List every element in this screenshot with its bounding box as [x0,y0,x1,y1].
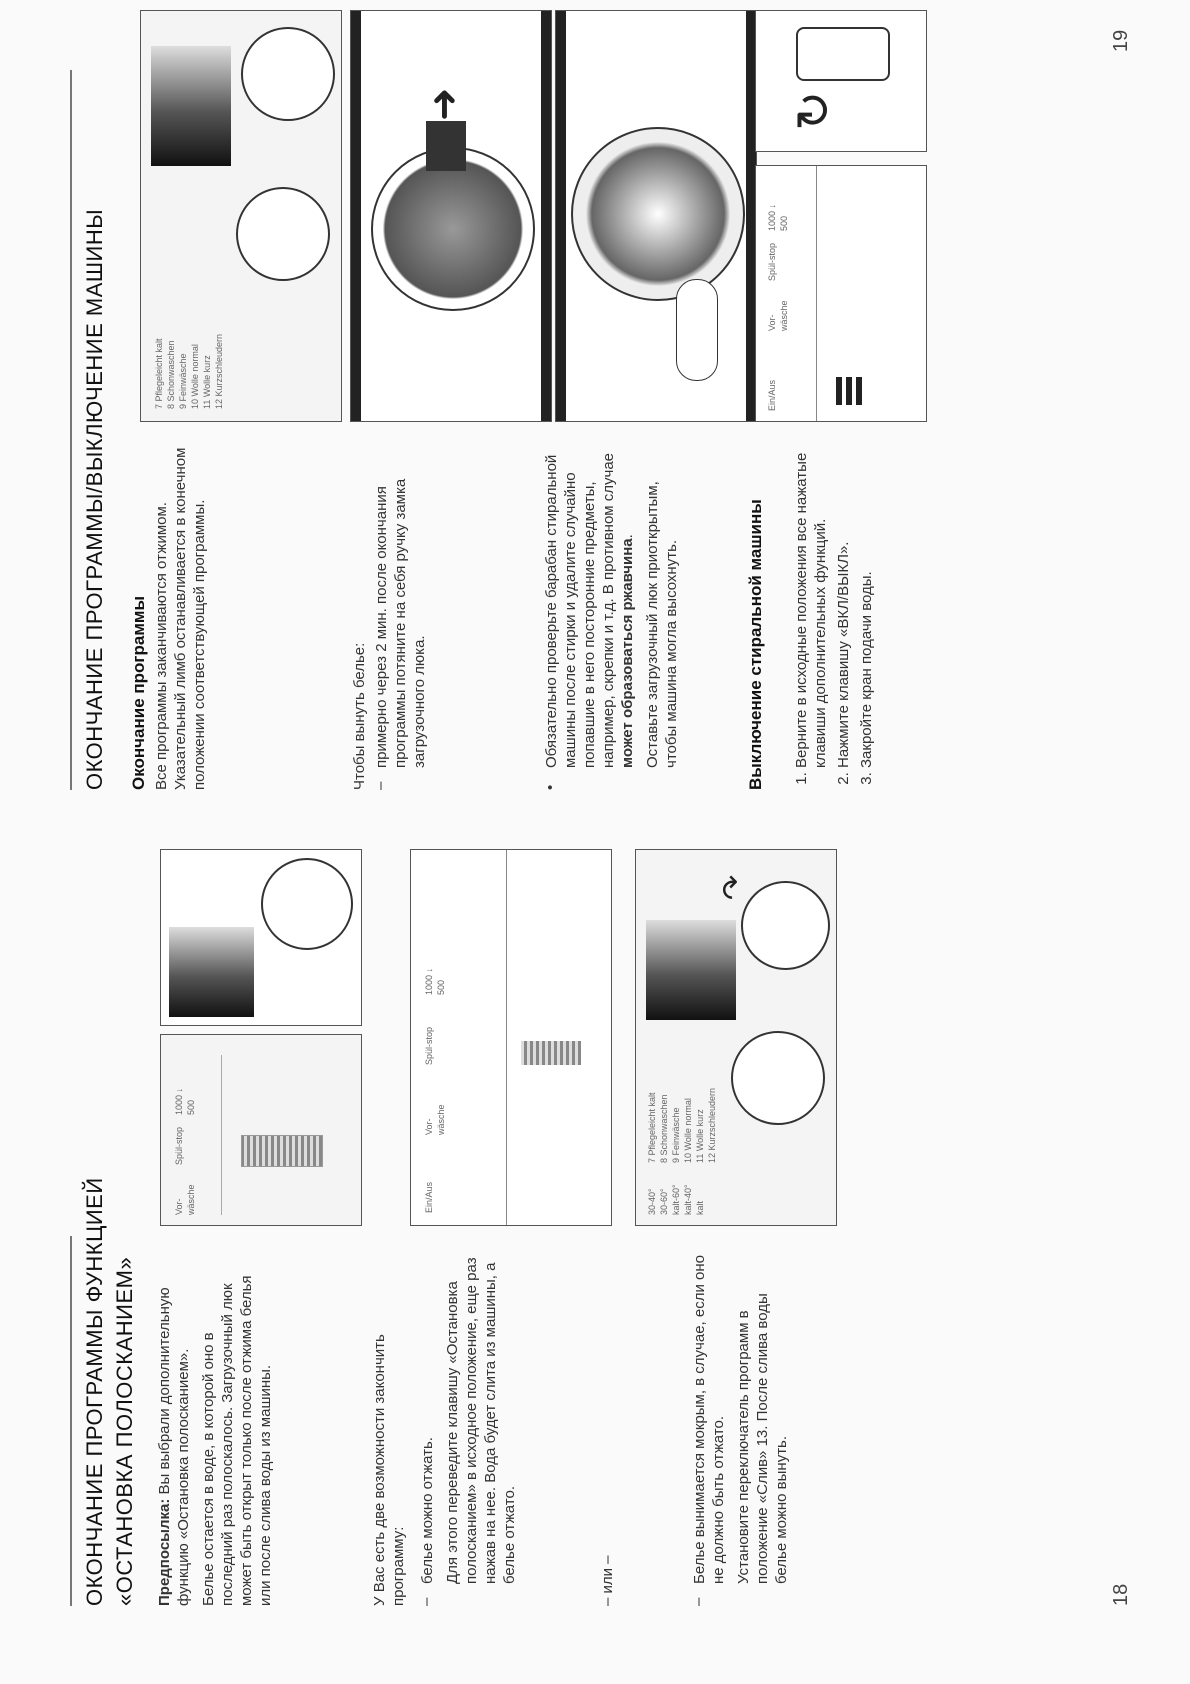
program-dial [731,1031,825,1125]
bullet-mark: • [542,784,559,790]
right-page-title: ОКОНЧАНИЕ ПРОГРАММЫ/ВЫКЛЮЧЕНИЕ МАШИНЫ [82,208,107,790]
title-line-2: «ОСТАНОВКА ПОЛОСКАНИЕМ» [112,1256,137,1606]
switchoff-keys-figure [755,165,927,422]
dial-item: 9 Feinwäsche [671,1107,681,1163]
option-2-text: Установите переключатель программ в положение «Слив» 13. После слива воды белье можно вынуть. [735,1293,790,1584]
option-1 [418,1254,525,1584]
takeout-intro: Чтобы вынуть белье: [351,642,368,790]
dial-item: 7 Pflegeleicht kalt [647,1092,657,1163]
program-dial [236,187,330,281]
fig-label-spulstop: Spül-stop [424,1026,434,1065]
fig-label-einaus: Ein/Aus [767,379,777,411]
paragraph-2: У Вас есть две возможности закончить программу: [371,1334,407,1606]
rotate-arrow-icon: ↷ [717,874,750,900]
dial-closeup [741,881,830,970]
onoff-key [836,377,842,405]
fig-label-vorwasche: Vor-wäsche [424,1104,446,1135]
section-title-end: Окончание программы [129,595,148,790]
or-separator: – или – [599,1555,616,1606]
pressed-key [241,1135,323,1167]
takeout-item: примерно через 2 мин. после окончания программы потяните на себя ручку замка загрузочного люка. [373,478,428,768]
check-drum-text [542,438,687,768]
precondition-label: Предпосылка: [156,1498,173,1606]
option-2 [690,1254,797,1584]
temp-label: kalt-40° [683,1184,693,1215]
dial-closeup [261,858,353,950]
dash-bullet: – [690,1597,707,1606]
dial-item: 11 Wolle kurz [695,1109,705,1163]
fig-label-vorwasche: Vor-wäsche [174,1184,196,1215]
dial-item: 12 Kurzschleudern [707,1087,717,1163]
check-text-part2: . [619,534,636,539]
title-rule [70,1236,72,1606]
fig-label-einaus: Ein/Aus [424,1181,434,1213]
dial-item: 10 Wolle normal [190,344,200,409]
dial-item: 9 Feinwäsche [178,353,188,409]
door-lock-figure [350,10,552,422]
door-handle [426,121,466,171]
rust-warning: может образоваться ржавчина [619,538,636,768]
temp-label: kalt-60° [671,1184,681,1215]
step-3: 3. Закройте кран подачи воды. [857,440,876,768]
precondition-block [155,1256,281,1606]
dial-item: 8 Schonwaschen [166,340,176,409]
section-title-switchoff: Выключение стиральной машины [746,499,765,790]
section-end-text: Все программы заканчиваются отжимом. Указательный лимб останавливается в конечном положении соответствующей программы. [153,447,208,790]
keys-figure-2 [410,849,612,1226]
dial-photo-1 [160,849,362,1026]
option-2-title: Белье вынимается мокрым, в случае, если оно не должно быть отжато. [691,1255,727,1584]
dash-bullet: – [418,1597,435,1606]
dial-item: 7 Pflegeleicht kalt [154,338,164,409]
step-1: 1. Верните в исходные положения все нажатые клавиши дополнительных функций. [792,440,830,768]
leave-open-text: Оставьте загрузочный люк приоткрытым, чтобы машина могла высохнуть. [644,481,680,768]
dial-item: 8 Schonwaschen [659,1094,669,1163]
dial-item: 12 Kurzschleudern [214,333,224,409]
fig-label-speed: 1000 ↓ 500 [767,203,789,231]
dial-item: 11 Wolle kurz [202,355,212,409]
temp-label: kalt [695,1200,705,1215]
page-number-left: 18 [1110,1583,1132,1606]
fig-label-speed: 1000 ↓ 500 [174,1087,196,1115]
left-page [0,842,1190,1684]
fig-label-spulstop: Spül-stop [767,242,777,281]
option-1-text: Для этого переведите клавишу «Остановка полосканием» в исходное положение, еще раз нажав на нее. Вода будет слита из машины, а белье отжато. [444,1257,518,1584]
precondition-text: Вы выбрали дополнительную функцию «Остановка полосканием». [156,1287,192,1606]
photo-shade [169,927,254,1017]
dash-bullet: – [372,781,389,790]
page-number-right: 19 [1110,29,1132,52]
water-tap-figure [755,10,927,152]
pull-arrow-icon: ➜ [422,87,466,121]
step-2: 2. Нажмите клавишу «ВКЛ/ВЫКЛ». [834,440,853,768]
left-page-title [80,1177,140,1606]
photo-shade [646,920,736,1020]
fig-label-vorwasche: Vor-wäsche [767,300,789,331]
fig-label-speed: 1000 ↓ 500 [424,967,446,995]
drum-check-figure [555,10,757,422]
dial-item: 10 Wolle normal [683,1098,693,1163]
title-line-1: ОКОНЧАНИЕ ПРОГРАММЫ ФУНКЦИЕЙ [82,1177,107,1606]
option-1-title: белье можно отжать. [419,1437,436,1584]
paragraph-1: Белье остается в воде, в которой оно в последний раз полоскалось. Загрузочный люк может быть открыт только после отжима белья или после слива воды из машины. [200,1275,274,1606]
photo-shade [151,46,231,166]
title-rule [70,70,72,790]
dial-closeup [241,27,335,121]
open-drum [571,127,745,301]
check-text-part1: Обязательно проверьте барабан стиральной машины после стирки и удалите случайно попавшие в него посторонние предметы, например, скрепки и т.д. В противном случае [543,452,617,768]
rotate-arrow-icon: ↻ [788,90,841,131]
keys-figure-1 [160,1034,362,1226]
water-tap-icon [796,27,890,81]
switchoff-steps [792,440,880,790]
fig-label-spulstop: Spül-stop [174,1126,184,1165]
pressed-key [521,1041,581,1065]
temp-label: 30-40° [647,1188,657,1215]
dial-figure [635,849,837,1226]
porthole-door [371,147,535,311]
end-program-dial-figure [140,10,342,422]
temp-label: 30-60° [659,1188,669,1215]
hand-illustration [676,279,718,381]
